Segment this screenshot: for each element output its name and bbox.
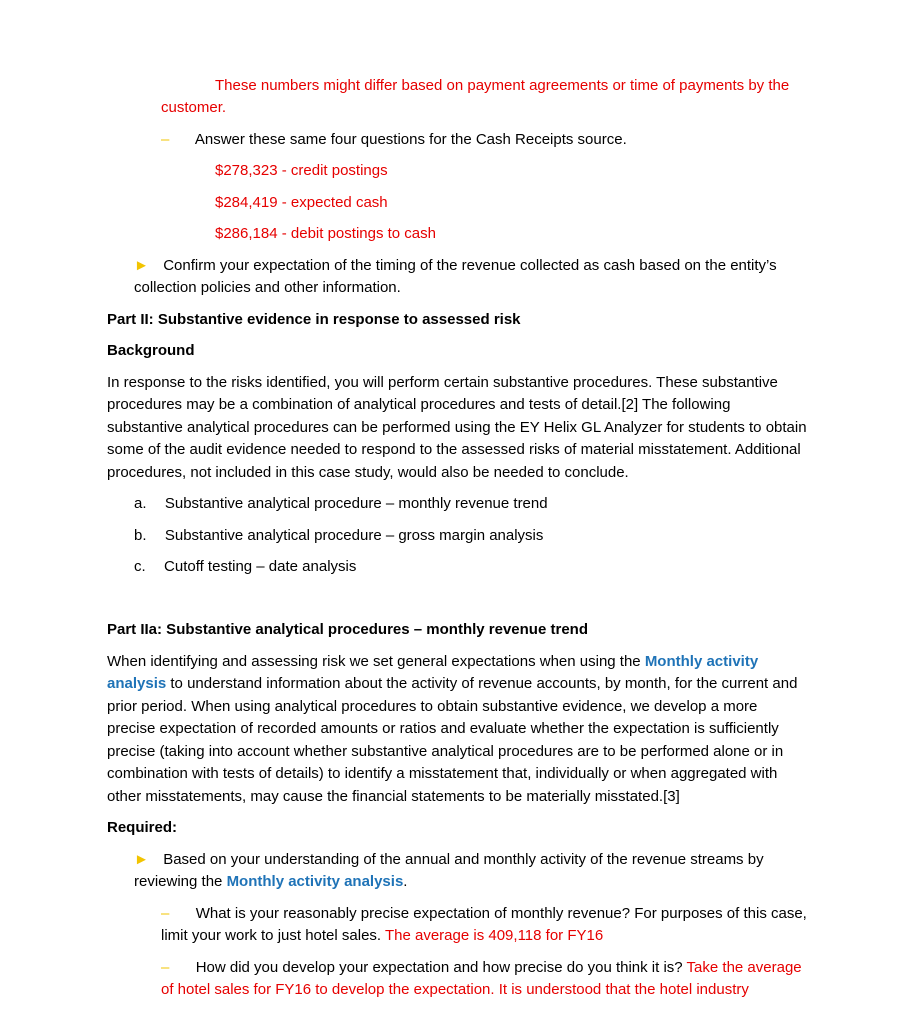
- monthly-activity-analysis-link[interactable]: analysis: [107, 675, 167, 692]
- list-item-text: Substantive analytical procedure – gross margin analysis: [164, 527, 544, 544]
- paragraph-line: combination with tests of details) to identify a misstatement that, individually or when aggregated with: [107, 765, 778, 782]
- list-item-text: Cutoff testing – date analysis: [164, 558, 357, 575]
- confirm-bullet: [134, 256, 777, 276]
- bullet-text: Based on your understanding of the annual and monthly activity of the revenue streams by: [163, 851, 764, 868]
- paragraph-text: When identifying and assessing risk we set general expectations when using the: [107, 653, 645, 670]
- question-text: What is your reasonably precise expectation of monthly revenue? For purposes of this case,: [195, 905, 807, 922]
- credit-postings-answer: $278,323 - credit postings: [215, 162, 388, 179]
- paragraph-line: procedures, not included in this case study, would also be needed to conclude.: [107, 464, 629, 481]
- expected-cash-answer: $284,419 - expected cash: [215, 194, 388, 211]
- section-heading: Part II: Substantive evidence in response to assessed risk: [107, 311, 521, 328]
- required-bullet: [134, 850, 764, 870]
- paragraph-line: prior period. When using analytical procedures to obtain substantive evidence, we develop a more: [107, 698, 758, 715]
- paragraph-line: some of the audit evidence needed to respond to the assessed risks of material misstatement. Additional: [107, 441, 801, 458]
- question-text: limit your work to just hotel sales.: [161, 927, 385, 944]
- paragraph-text: to understand information about the activity of revenue accounts, by month, for the current and: [166, 675, 798, 692]
- paragraph-line: substantive analytical procedures can be performed using the EY Helix GL Analyzer for students to obtain: [107, 419, 807, 436]
- monthly-activity-analysis-link[interactable]: Monthly activity: [644, 653, 759, 670]
- debit-postings-answer: $286,184 - debit postings to cash: [215, 225, 436, 242]
- list-item-text: Substantive analytical procedure – monthly revenue trend: [164, 495, 548, 512]
- section-heading: Part IIa: Substantive analytical procedures – monthly revenue trend: [107, 621, 588, 638]
- answer-text-line: of hotel sales for FY16 to develop the expectation. It is understood that the hotel industry: [161, 981, 749, 998]
- list-item: [134, 494, 548, 514]
- list-marker: a.: [134, 495, 147, 512]
- dash-bullet-icon: –: [161, 131, 170, 148]
- list-marker: c.: [134, 558, 146, 575]
- list-item: [134, 557, 356, 577]
- paragraph-line: other misstatements, may cause the financial statements to be materially misstated.[3]: [107, 788, 680, 805]
- bullet-text-continuation: [134, 872, 407, 892]
- bullet-text-continuation: collection policies and other information.: [134, 279, 401, 296]
- bullet-text: reviewing the: [134, 873, 227, 890]
- question-text: Answer these same four questions for the Cash Receipts source.: [194, 131, 627, 148]
- arrow-bullet-icon: ►: [134, 851, 149, 868]
- arrow-bullet-icon: ►: [134, 257, 149, 274]
- paragraph-line: procedures may be a combination of analytical procedures and tests of detail.[2] The following: [107, 396, 731, 413]
- answer-text-line: These numbers might differ based on payment agreements or time of payments by the: [215, 77, 790, 94]
- answer-text: The average is 409,118 for FY16: [384, 927, 604, 944]
- question-item: [161, 958, 802, 978]
- list-marker: b.: [134, 527, 147, 544]
- dash-bullet-icon: –: [161, 959, 170, 976]
- bullet-text: .: [403, 873, 408, 890]
- monthly-activity-analysis-link[interactable]: Monthly activity analysis: [226, 873, 404, 890]
- dash-bullet-icon: –: [161, 905, 170, 922]
- answer-text-line: customer.: [161, 99, 227, 116]
- cash-receipts-question: [161, 130, 627, 150]
- list-item: [134, 526, 543, 546]
- question-continuation: [161, 926, 603, 946]
- answer-text: Take the average: [686, 959, 802, 976]
- subsection-heading: Background: [107, 342, 195, 359]
- question-item: [161, 904, 807, 924]
- paragraph-line: precise expectation of recorded amounts or ratios and evaluate whether the expectation is sufficiently: [107, 720, 779, 737]
- required-heading: Required:: [107, 819, 178, 836]
- paragraph-line: In response to the risks identified, you will perform certain substantive procedures. These substantive: [107, 374, 778, 391]
- bullet-text: Confirm your expectation of the timing of the revenue collected as cash based on the entity’s: [163, 257, 777, 274]
- paragraph-line: [107, 652, 758, 672]
- question-text: How did you develop your expectation and how precise do you think it is?: [195, 959, 687, 976]
- paragraph-line: [107, 674, 797, 694]
- paragraph-line: precise (taking into account whether substantive analytical procedures are to be performed alone or in: [107, 743, 784, 760]
